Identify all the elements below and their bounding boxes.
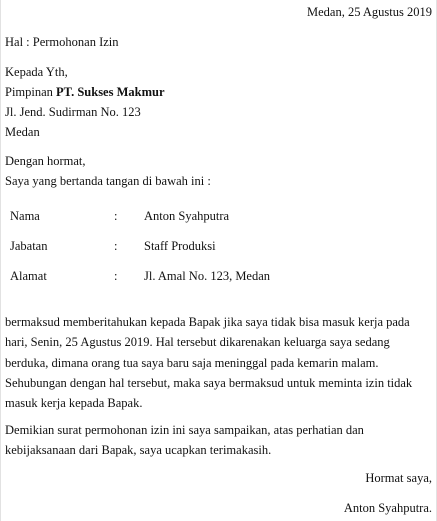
identity-value: Anton Syahputra (144, 209, 230, 223)
intro-line: Saya yang bertanda tangan di bawah ini : (5, 174, 211, 188)
identity-value: Jl. Amal No. 123, Medan (144, 269, 271, 283)
letter-subject: Hal : Permohonan Izin (5, 35, 119, 49)
body-line: Sehubungan dengan hal tersebut, maka saya bermaksud untuk meminta izin tidak (5, 375, 413, 390)
body-line: hari, Senin, 25 Agustus 2019. Hal tersebut dikarenakan keluarga saya sedang (5, 335, 390, 350)
recipient-greeting: Kepada Yth, (5, 65, 68, 79)
body-line: masuk kerja kepada Bapak. (5, 396, 143, 411)
closing-paragraph (5, 420, 429, 461)
body-paragraph (5, 312, 429, 413)
body-line: bermaksud memberitahukan kepada Bapak jika saya tidak bisa masuk kerja pada (5, 315, 410, 329)
recipient-title (5, 84, 165, 100)
identity-label: Nama (10, 209, 40, 223)
recipient-title-prefix: Pimpinan (5, 85, 57, 99)
identity-label: Jabatan (10, 239, 48, 253)
body-line: berduka, dimana orang tua saya baru saja meninggal pada kemarin malam. (5, 355, 379, 370)
identity-value: Staff Produksi (144, 239, 216, 253)
identity-row-address (10, 268, 430, 284)
identity-separator: : (114, 209, 118, 223)
identity-separator: : (114, 269, 118, 283)
identity-row-position (10, 238, 430, 254)
closing-line: Demikian surat permohonan izin ini saya sampaikan, atas perhatian dan (5, 423, 364, 437)
recipient-address: Jl. Jend. Sudirman No. 123 (5, 105, 141, 119)
closing-line: kebijaksanaan dari Bapak, saya ucapkan terimakasih. (5, 443, 272, 458)
salutation: Dengan hormat, (5, 154, 86, 168)
signature-name: Anton Syahputra. (343, 501, 432, 515)
signoff: Hormat saya, (365, 471, 432, 485)
recipient-company: PT. Sukses Makmur (56, 85, 165, 99)
identity-label: Alamat (10, 269, 47, 283)
recipient-city: Medan (5, 125, 40, 139)
identity-row-name (10, 208, 430, 224)
letter-date: Medan, 25 Agustus 2019 (307, 5, 432, 19)
identity-separator: : (114, 239, 118, 253)
